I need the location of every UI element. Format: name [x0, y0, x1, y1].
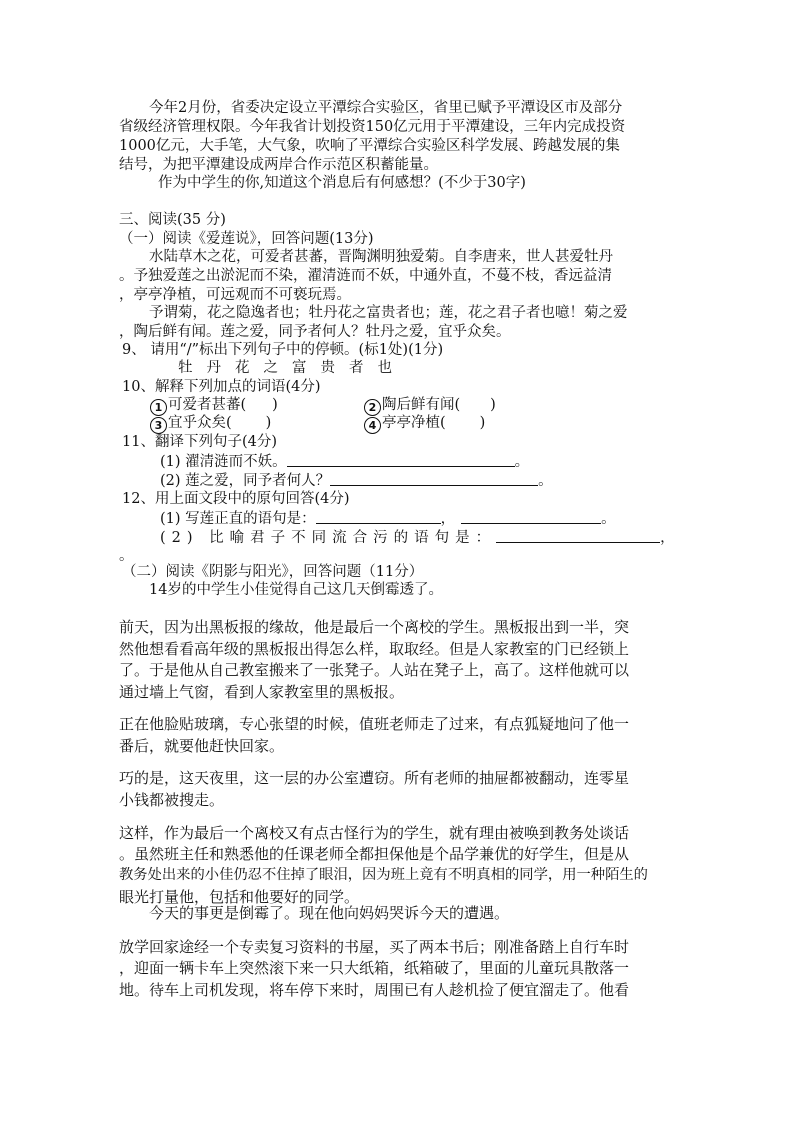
ailianshuo-p1-line-2: 。予独爱莲之出淤泥而不染，濯清涟而不妖，中通外直，不蔓不枝，香远益清 [119, 268, 612, 284]
question-10: 10、解释下列加点的词语(4分) [122, 379, 321, 395]
story-a-line-4: 通过墙上气窗，看到人家教室里的黑板报。 [119, 683, 405, 701]
question-9-sentence: 牡丹花之富贵者也 [178, 360, 406, 376]
story-d-line-1: 这样，作为最后一个离校又有点古怪行为的学生，就有理由被唤到教务处谈话 [119, 824, 630, 842]
question-12: 12、用上面文段中的原句回答(4分) [122, 491, 350, 507]
answer-blank[interactable] [316, 510, 441, 524]
story-f-line-2: ，迎面一辆卡车上突然滚下来一只大纸箱，纸箱破了，里面的儿童玩具散落一 [119, 959, 630, 977]
ailianshuo-p1-line-3: ，亭亭净植，可远观而不可亵玩焉。 [119, 287, 351, 303]
intro-line-1: 今年2月份，省委决定设立平潭综合实验区，省里已赋予平潭设区市及部分 [149, 100, 623, 116]
part1-heading: （一）阅读《爱莲说》，回答问题(13分) [119, 231, 374, 247]
q10-item-2: 2 陶后鲜有闻( ) [364, 396, 496, 416]
story-b-line-1: 正在他脸贴玻璃，专心张望的时候，值班老师走了过来，有点狐疑地问了他一 [119, 715, 630, 733]
ailianshuo-p2-line-2: ，陶后鲜有闻。莲之爱，同予者何人？牡丹之爱，宜乎众矣。 [119, 324, 511, 340]
story-c-line-2: 小钱都被搜走。 [119, 791, 225, 809]
story-a-line-3: 了。于是他从自己教室搬来了一张凳子。人站在凳子上，高了。这样他就可以 [119, 661, 630, 679]
story-a-line-2: 然他想看看高年级的黑板报出得怎么样，取取经。但是人家教室的门已经锁上 [119, 640, 630, 658]
answer-blank[interactable] [287, 453, 515, 467]
part2-heading: （二）阅读《阴影与阳光》，回答问题（11分） [122, 564, 424, 580]
story-b-line-2: 番后，就要他赶快回家。 [119, 737, 285, 755]
q12-trailing-period: 。 [119, 548, 134, 564]
circled-number-4: 4 [364, 417, 381, 434]
question-9: 9、 请用“/”标出下列句子中的停顿。(标1处)(1分) [122, 342, 444, 358]
story-d-line-3: 教务处出来的小佳仍忍不住掉了眼泪，因为班上竟有不明真相的同学，用一种陌生的 [119, 867, 648, 883]
story-e-line-1: 今天的事更是倒霉了。现在他向妈妈哭诉今天的遭遇。 [149, 904, 510, 922]
answer-blank[interactable] [330, 472, 538, 486]
part2-line-1: 14岁的中学生小佳觉得自己这几天倒霉透了。 [149, 582, 443, 598]
intro-line-4: 结号，为把平潭建设成两岸合作示范区积蓄能量。 [119, 157, 438, 173]
q10-item-4: 4 亭亭净植( ) [364, 414, 485, 434]
q11-item-1: (1) 濯清涟而不妖。 。 [160, 454, 530, 470]
circled-number-1: 1 [150, 399, 167, 416]
answer-blank[interactable] [496, 529, 660, 543]
story-f-line-1: 放学回家途经一个专卖复习资料的书屋，买了两本书后；刚准备踏上自行车时 [119, 938, 630, 956]
q11-item-2: (2) 莲之爱，同予者何人？ 。 [160, 473, 553, 489]
circled-number-2: 2 [364, 399, 381, 416]
story-d-line-4: 眼光打量他，包括和他要好的同学。 [119, 888, 360, 906]
q12-item-1: (1) 写莲正直的语句是： ， 。 [160, 511, 616, 527]
story-c-line-1: 巧的是，这天夜里，这一层的办公室遭窃。所有老师的抽屉都被翻动，连零星 [119, 769, 630, 787]
answer-blank[interactable] [461, 510, 601, 524]
story-f-line-3: 地。待车上司机发现，将车停下来时，周围已有人趁机捡了便宜溜走了。他看 [119, 981, 630, 999]
question-11: 11、翻译下列句子(4分) [122, 434, 277, 450]
intro-question: 作为中学生的你,知道这个消息后有何感想？(不少于30字) [158, 175, 526, 191]
circled-number-3: 3 [150, 417, 167, 434]
ailianshuo-p1-line-1: 水陆草木之花，可爱者甚蕃，晋陶渊明独爱菊。自李唐来，世人甚爱牡丹 [149, 249, 613, 265]
story-d-line-2: 。虽然班主任和熟悉他的任课老师全都担保他是个品学兼优的好学生，但是从 [119, 845, 630, 863]
story-a-line-1: 前天，因为出黑板报的缘故，他是最后一个离校的学生。黑板报出到一半，突 [119, 618, 630, 636]
intro-line-3: 1000亿元，大手笔，大气象，吹响了平潭综合实验区科学发展、跨越发展的集 [119, 138, 620, 154]
q12-item-2: (2) 比喻君子不同流合污的语句是： ， [160, 530, 681, 546]
intro-line-2: 省级经济管理权限。今年我省计划投资150亿元用于平潭建设，三年内完成投资 [119, 119, 626, 135]
q10-item-1: 1 可爱者甚蕃( ) [150, 396, 278, 416]
section-heading: 三、阅读(35 分) [119, 212, 226, 228]
ailianshuo-p2-line-1: 予谓菊，花之隐逸者也；牡丹花之富贵者也；莲，花之君子者也噫！菊之爱 [149, 305, 628, 321]
q10-item-3: 3 宜乎众矣( ) [150, 414, 271, 434]
